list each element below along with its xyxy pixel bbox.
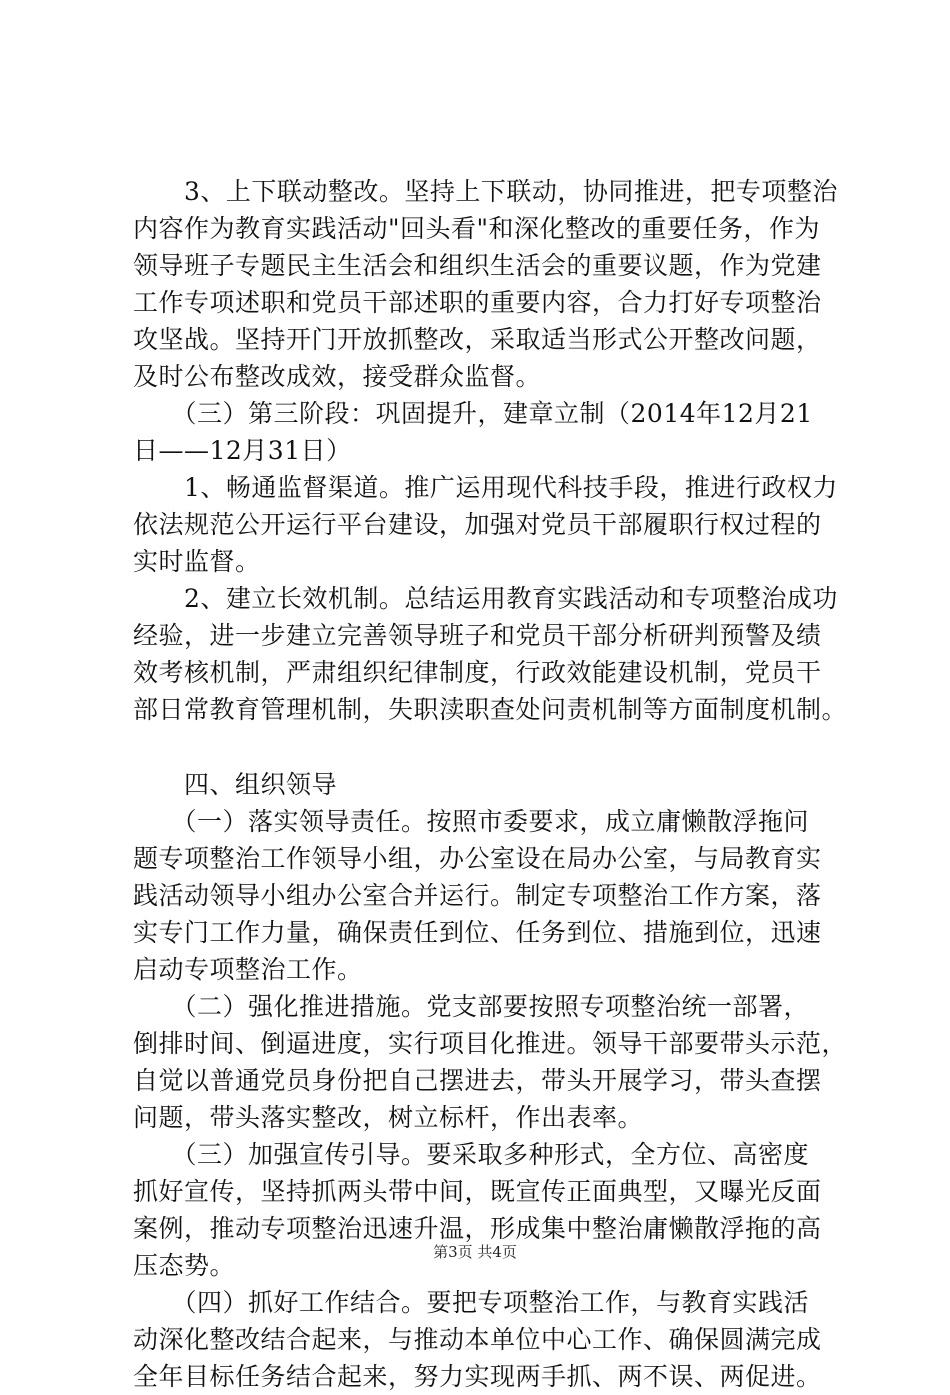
text-line: 部日常教育管理机制，失职渎职查处问责机制等方面制度机制。 (133, 695, 848, 724)
page-footer: 第3页 共4页 (433, 1243, 517, 1261)
text-line: 倒排时间、倒逼进度，实行项目化推进。领导干部要带头示范， (133, 1029, 848, 1058)
text-line: 工作专项述职和党员干部述职的重要内容，合力打好专项整治 (133, 288, 822, 317)
text-line: （四）抓好工作结合。要把专项整治工作，与教育实践活 (133, 1288, 810, 1317)
text-line: 1、畅通监督渠道。推广运用现代科技手段，推进行政权力 (133, 473, 838, 502)
section-heading-line: 日——12月31日） (133, 436, 352, 465)
text-line: 动深化整改结合起来，与推动本单位中心工作、确保圆满完成 (133, 1325, 822, 1354)
text-line: 自觉以普通党员身份把自己摆进去，带头开展学习，带头查摆 (133, 1066, 822, 1095)
text-line: 效考核机制，严肃组织纪律制度，行政效能建设机制，党员干 (133, 658, 822, 687)
text-line: （二）强化推进措施。党支部要按照专项整治统一部署， (133, 992, 810, 1021)
text-line: 及时公布整改成效，接受群众监督。 (133, 362, 542, 391)
text-line: 压态势。 (133, 1251, 236, 1280)
text-line: 题专项整治工作领导小组，办公室设在局办公室，与局教育实 (133, 844, 822, 873)
text-line: 启动专项整治工作。 (133, 955, 363, 984)
text-line: 抓好宣传，坚持抓两头带中间，既宣传正面典型，又曝光反面 (133, 1177, 822, 1206)
text-line: 全年目标任务结合起来，努力实现两手抓、两不误、两促进。 (133, 1362, 822, 1391)
text-line: （一）落实领导责任。按照市委要求，成立庸懒散浮拖问 (133, 807, 810, 836)
text-line: 攻坚战。坚持开门开放抓整改，采取适当形式公开整改问题， (133, 325, 822, 354)
text-line: 内容作为教育实践活动"回头看"和深化整改的重要任务，作为 (133, 214, 821, 243)
text-line: 实时监督。 (133, 547, 261, 576)
section-heading-line: （三）第三阶段：巩固提升，建章立制（2014年12月21 (133, 399, 813, 428)
text-line: 案例，推动专项整治迅速升温，形成集中整治庸懒散浮拖的高 (133, 1214, 822, 1243)
paragraph-gap (133, 728, 849, 766)
text-line: 问题，带头落实整改，树立标杆，作出表率。 (133, 1103, 644, 1132)
section-heading: 四、组织领导 (133, 770, 338, 799)
text-line: 3、上下联动整改。坚持上下联动，协同推进，把专项整治 (133, 177, 838, 206)
text-line: 依法规范公开运行平台建设，加强对党员干部履职行权过程的 (133, 510, 822, 539)
text-line: 经验，进一步建立完善领导班子和党员干部分析研判预警及绩 (133, 621, 822, 650)
text-line: 践活动领导小组办公室合并运行。制定专项整治工作方案，落 (133, 881, 822, 910)
text-line: 2、建立长效机制。总结运用教育实践活动和专项整治成功 (133, 584, 838, 613)
text-line: 实专门工作力量，确保责任到位、任务到位、措施到位，迅速 (133, 918, 822, 947)
text-line: 领导班子专题民主生活会和组织生活会的重要议题，作为党建 (133, 251, 822, 280)
document-body (133, 173, 849, 1395)
text-line: （三）加强宣传引导。要采取多种形式，全方位、高密度 (133, 1140, 810, 1169)
